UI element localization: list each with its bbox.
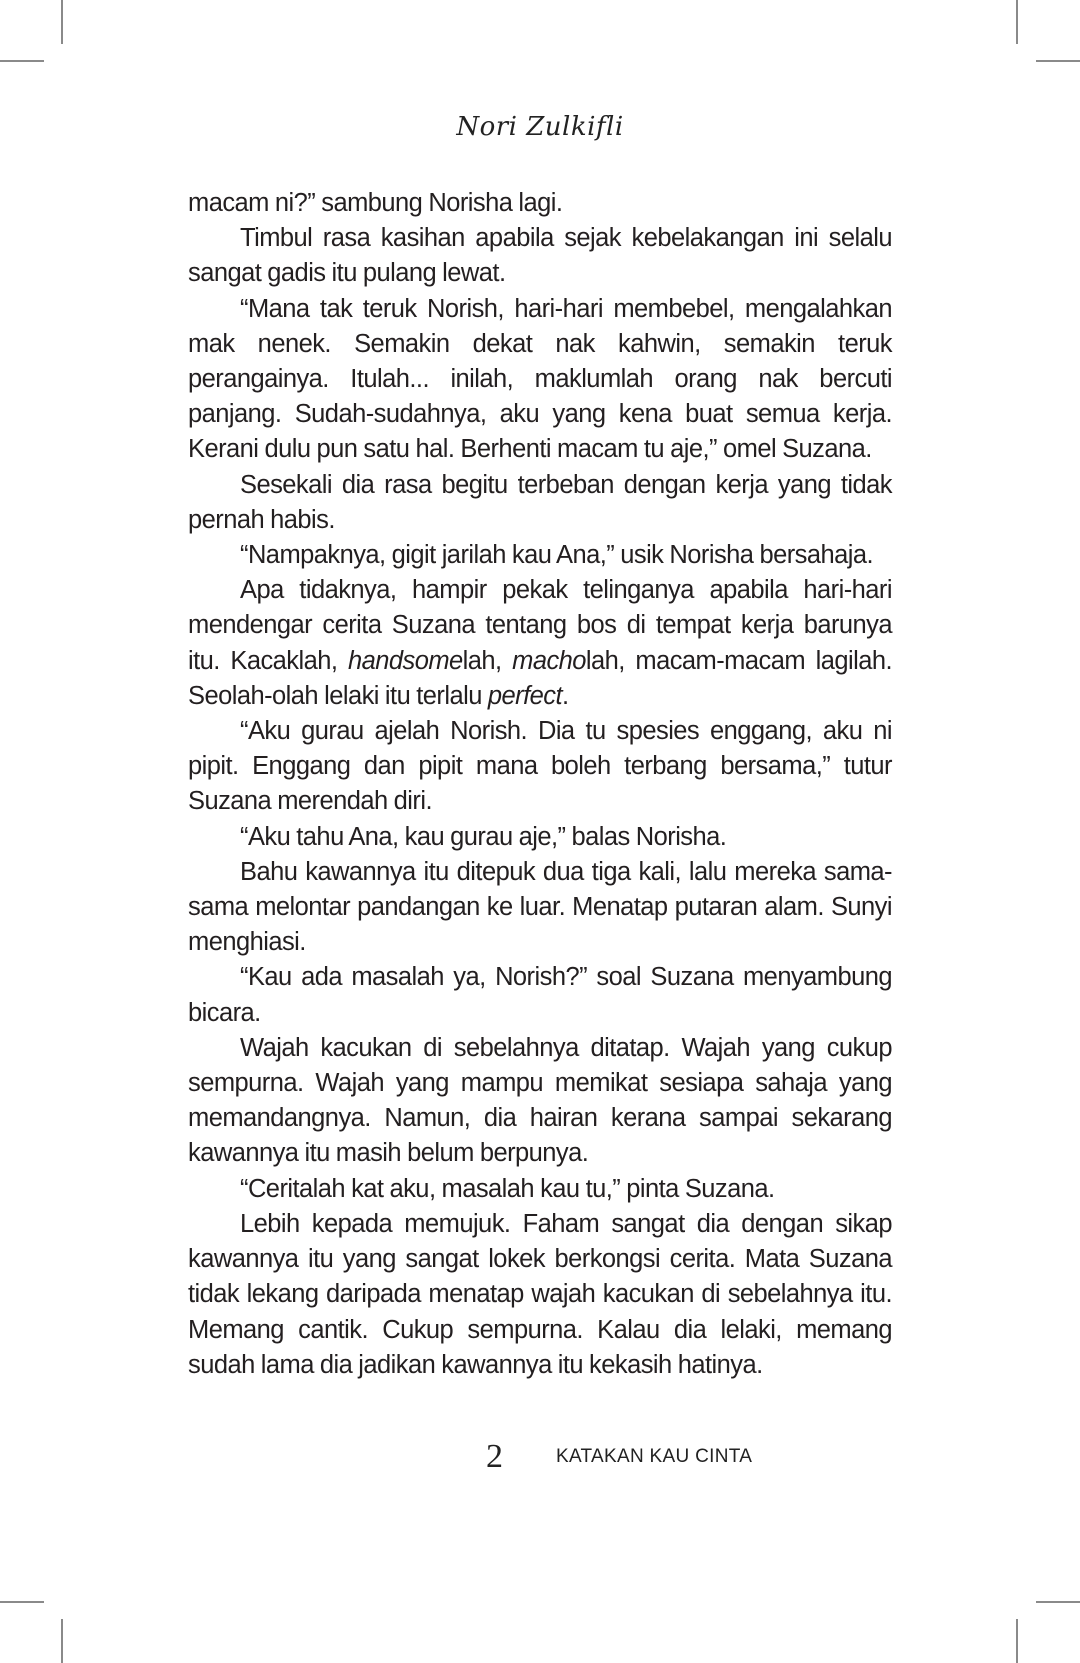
crop-mark-bottom-right-horizontal — [1036, 1601, 1080, 1603]
paragraph — [188, 292, 892, 468]
paragraph-text: “Mana tak teruk Norish, hari-hari membebel, mengalahkan mak nenek. Semakin dekat nak kahwin, semakin teruk perangainya. Itulah... inilah, maklumlah orang nak bercuti panjang. Sudah-sudahnya, aku yang kena buat semua kerja. Kerani dulu pun satu hal. Berhenti macam tu aje,” omel Suzana. — [188, 294, 892, 464]
book-title: KATAKAN KAU CINTA — [556, 1446, 753, 1467]
paragraph-text: “Aku tahu Ana, kau gurau aje,” balas Norisha. — [240, 822, 727, 851]
paragraph-text: “Ceritalah kat aku, masalah kau tu,” pinta Suzana. — [240, 1174, 775, 1203]
paragraph-text: Bahu kawannya itu ditepuk dua tiga kali, lalu mereka sama-sama melontar pandangan ke luar. Menatap putaran alam. Sunyi menghiasi. — [188, 857, 892, 957]
paragraph — [188, 960, 892, 1030]
page-number: 2 — [486, 1438, 503, 1475]
paragraph-text: macam ni?” sambung Norisha lagi. — [188, 189, 563, 217]
paragraph-text: lah, macam-macam lagilah. Seolah-olah lelaki itu terlalu — [188, 646, 892, 710]
italic-term: handsome — [347, 646, 463, 675]
body-text — [188, 186, 892, 1383]
author-running-head: Nori Zulkifli — [456, 112, 624, 142]
page-footer — [0, 1437, 1080, 1477]
crop-mark-top-left-vertical — [61, 0, 63, 44]
paragraph — [188, 573, 892, 714]
crop-mark-top-right-horizontal — [1036, 60, 1080, 62]
paragraph-text: Lebih kepada memujuk. Faham sangat dia dengan sikap kawannya itu yang sangat lokek berkongsi cerita. Mata Suzana tidak lekang daripada menatap wajah kacukan di sebelahnya itu. Memang cantik. Cukup sempurna. Kalau dia lelaki, memang sudah lama dia jadikan kawannya itu kekasih hatinya. — [188, 1209, 892, 1379]
crop-mark-top-right-vertical — [1016, 0, 1018, 44]
paragraph — [188, 468, 892, 538]
paragraph — [188, 186, 892, 221]
italic-term: macho — [512, 646, 586, 675]
paragraph — [188, 221, 892, 291]
crop-mark-bottom-right-vertical — [1016, 1619, 1018, 1663]
crop-mark-bottom-left-vertical — [61, 1619, 63, 1663]
paragraph — [188, 1172, 892, 1207]
paragraph — [188, 1031, 892, 1172]
paragraph — [188, 1207, 892, 1383]
paragraph-text: . — [562, 681, 569, 710]
paragraph — [188, 538, 892, 573]
paragraph-text: Wajah kacukan di sebelahnya ditatap. Wajah yang cukup sempurna. Wajah yang mampu memikat sesiapa sahaja yang memandangnya. Namun, dia hairan kerana sampai sekarang kawannya itu masih belum berpunya. — [188, 1033, 892, 1168]
paragraph — [188, 855, 892, 961]
paragraph — [188, 714, 892, 820]
paragraph-text: lah, — [462, 646, 513, 675]
paragraph-text: Sesekali dia rasa begitu terbeban dengan kerja yang tidak pernah habis. — [188, 470, 892, 534]
crop-mark-bottom-left-horizontal — [0, 1601, 44, 1603]
paragraph — [188, 820, 892, 855]
paragraph-text: “Nampaknya, gigit jarilah kau Ana,” usik Norisha bersahaja. — [240, 541, 874, 570]
paragraph-text: Apa tidaknya, hampir pekak telinganya apabila hari-hari mendengar cerita Suzana tentang bos di tempat kerja barunya itu. Kacaklah, — [188, 576, 892, 675]
crop-mark-top-left-horizontal — [0, 60, 44, 62]
paragraph-text: Timbul rasa kasihan apabila sejak kebelakangan ini selalu sangat gadis itu pulang lewat. — [188, 224, 892, 288]
paragraph-text: “Kau ada masalah ya, Norish?” soal Suzana menyambung bicara. — [188, 963, 892, 1027]
paragraph-text: “Aku gurau ajelah Norish. Dia tu spesies enggang, aku ni pipit. Enggang dan pipit mana boleh terbang bersama,” tutur Suzana merendah diri. — [188, 717, 892, 816]
italic-term: perfect — [487, 681, 562, 710]
